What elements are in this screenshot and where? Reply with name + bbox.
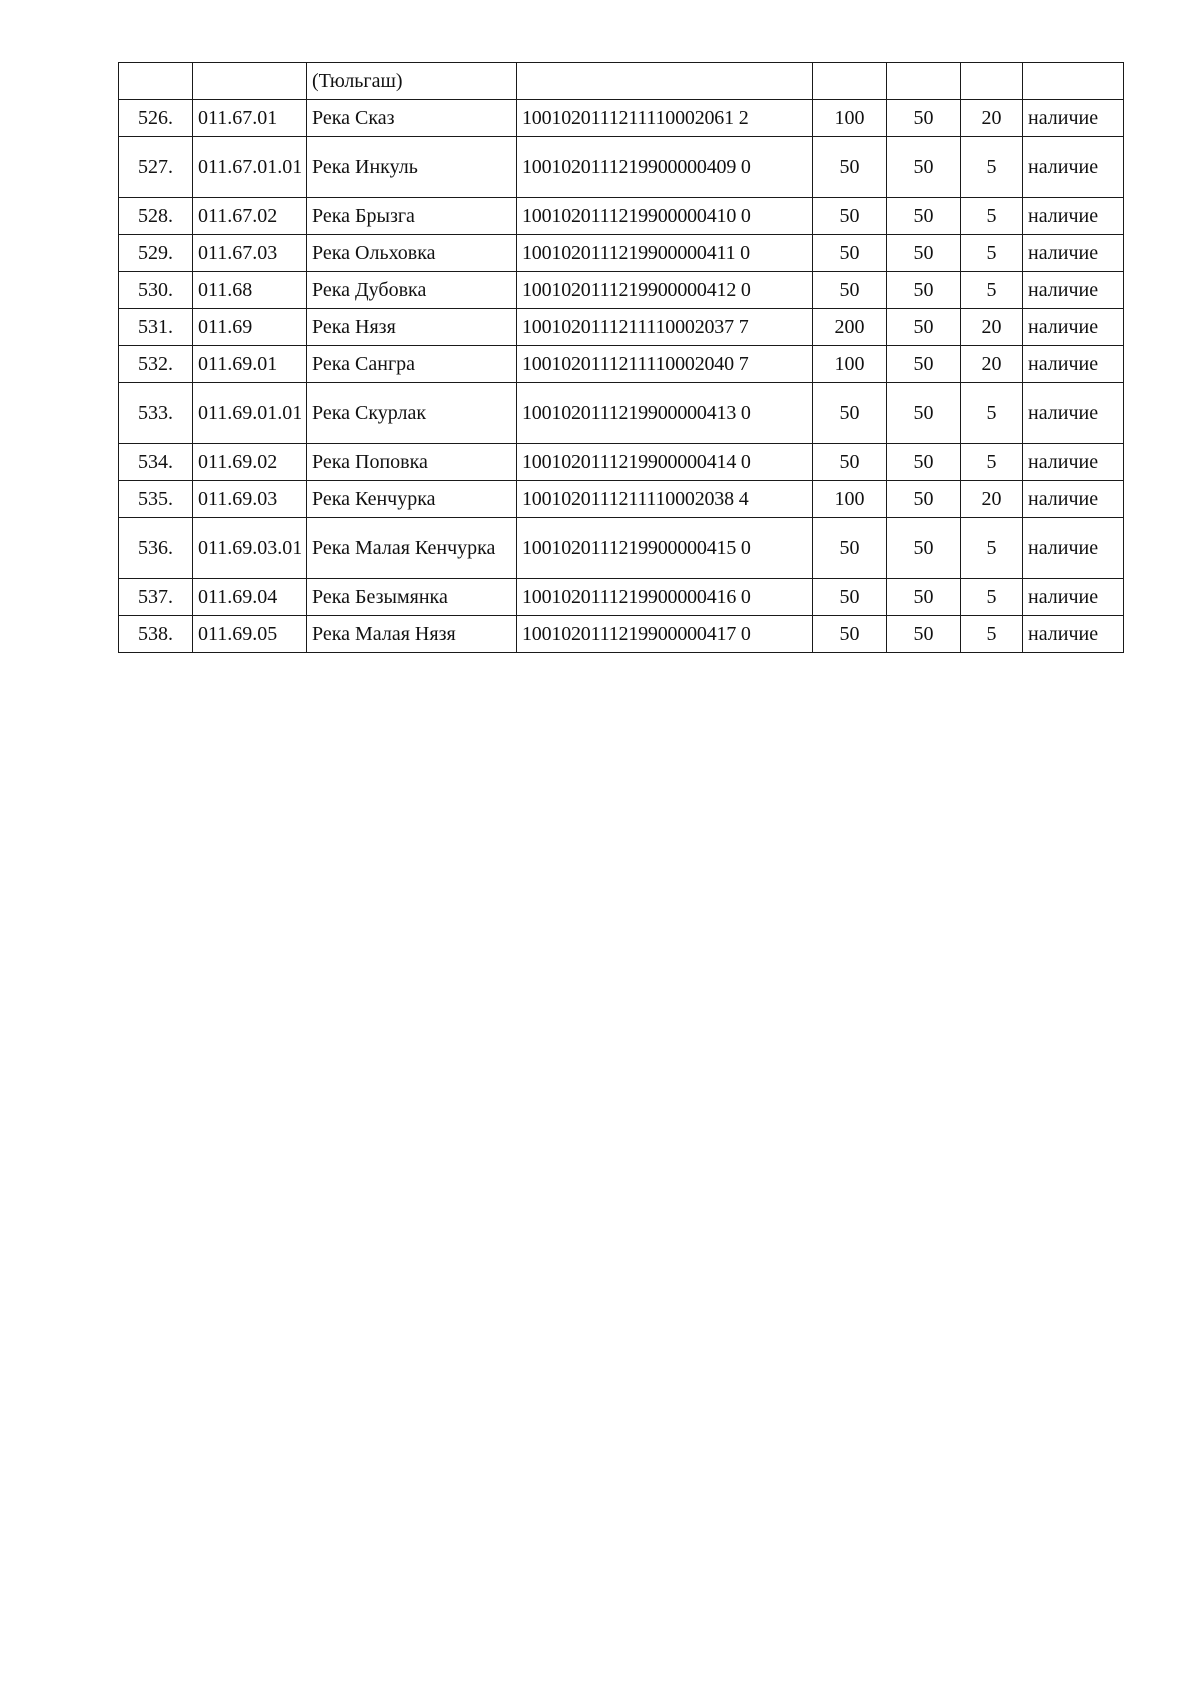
cell-value-1: 50 <box>813 137 887 198</box>
cell-value-2: 50 <box>887 309 961 346</box>
cell-status: наличие <box>1023 616 1124 653</box>
cell-value-3: 5 <box>961 444 1023 481</box>
cell-status: наличие <box>1023 309 1124 346</box>
cell-status: наличие <box>1023 137 1124 198</box>
cell-registry-id: 1001020111219900000416 0 <box>517 579 813 616</box>
cell-value-3: 5 <box>961 137 1023 198</box>
cell-value-3: 5 <box>961 235 1023 272</box>
cell-value-1: 50 <box>813 616 887 653</box>
table-row <box>119 518 1124 579</box>
cell-code: 011.69.01 <box>193 346 307 383</box>
cell-name: Река Безымянка <box>307 579 517 616</box>
table-row <box>119 198 1124 235</box>
cell-value-2: 50 <box>887 198 961 235</box>
cell-value-3: 5 <box>961 383 1023 444</box>
cell-code: 011.69.04 <box>193 579 307 616</box>
cell-value-2: 50 <box>887 383 961 444</box>
table-body <box>119 63 1124 653</box>
cell-number: 538. <box>119 616 193 653</box>
cell-number: 536. <box>119 518 193 579</box>
cell-name: Река Инкуль <box>307 137 517 198</box>
cell-name: Река Дубовка <box>307 272 517 309</box>
cell-code: 011.69 <box>193 309 307 346</box>
cell-number: 529. <box>119 235 193 272</box>
table-row <box>119 100 1124 137</box>
cell-value-2: 50 <box>887 100 961 137</box>
cell-registry-id: 1001020111219900000410 0 <box>517 198 813 235</box>
cell-status: наличие <box>1023 383 1124 444</box>
cell-name: Река Нязя <box>307 309 517 346</box>
cell-value-2: 50 <box>887 346 961 383</box>
cell-code: 011.67.02 <box>193 198 307 235</box>
cell-code: 011.68 <box>193 272 307 309</box>
cell-registry-id: 1001020111211110002037 7 <box>517 309 813 346</box>
cell-status <box>1023 63 1124 100</box>
cell-value-1: 50 <box>813 579 887 616</box>
cell-code: 011.69.05 <box>193 616 307 653</box>
cell-number: 527. <box>119 137 193 198</box>
table-row <box>119 579 1124 616</box>
cell-code: 011.67.03 <box>193 235 307 272</box>
cell-number: 530. <box>119 272 193 309</box>
cell-value-2: 50 <box>887 235 961 272</box>
cell-number: 533. <box>119 383 193 444</box>
cell-registry-id: 1001020111211110002061 2 <box>517 100 813 137</box>
cell-number: 532. <box>119 346 193 383</box>
cell-value-1: 50 <box>813 518 887 579</box>
cell-code: 011.67.01.01 <box>193 137 307 198</box>
cell-value-2: 50 <box>887 444 961 481</box>
table-row <box>119 444 1124 481</box>
cell-value-1: 50 <box>813 272 887 309</box>
cell-registry-id: 1001020111219900000412 0 <box>517 272 813 309</box>
table-row <box>119 481 1124 518</box>
cell-code <box>193 63 307 100</box>
cell-code: 011.69.01.01 <box>193 383 307 444</box>
cell-name: Река Ольховка <box>307 235 517 272</box>
cell-value-1: 50 <box>813 383 887 444</box>
cell-value-3: 5 <box>961 198 1023 235</box>
cell-name: Река Скурлак <box>307 383 517 444</box>
table-row-continuation <box>119 63 1124 100</box>
cell-registry-id: 1001020111219900000411 0 <box>517 235 813 272</box>
cell-name: Река Брызга <box>307 198 517 235</box>
river-registry-table <box>118 62 1124 653</box>
cell-code: 011.69.03.01 <box>193 518 307 579</box>
cell-name: Река Кенчурка <box>307 481 517 518</box>
table-row <box>119 272 1124 309</box>
cell-status: наличие <box>1023 235 1124 272</box>
cell-value-2: 50 <box>887 481 961 518</box>
table-row <box>119 346 1124 383</box>
table-row <box>119 235 1124 272</box>
cell-code: 011.67.01 <box>193 100 307 137</box>
cell-number: 534. <box>119 444 193 481</box>
table-row <box>119 309 1124 346</box>
table-row <box>119 137 1124 198</box>
cell-name: Река Малая Кенчурка <box>307 518 517 579</box>
cell-status: наличие <box>1023 272 1124 309</box>
cell-status: наличие <box>1023 444 1124 481</box>
cell-number: 528. <box>119 198 193 235</box>
cell-value-2: 50 <box>887 272 961 309</box>
cell-number: 535. <box>119 481 193 518</box>
cell-value-1: 100 <box>813 346 887 383</box>
cell-value-3: 5 <box>961 579 1023 616</box>
cell-status: наличие <box>1023 198 1124 235</box>
cell-status: наличие <box>1023 346 1124 383</box>
cell-value-3 <box>961 63 1023 100</box>
cell-status: наличие <box>1023 579 1124 616</box>
cell-status: наличие <box>1023 481 1124 518</box>
cell-registry-id: 1001020111219900000417 0 <box>517 616 813 653</box>
cell-value-3: 20 <box>961 346 1023 383</box>
cell-value-3: 20 <box>961 309 1023 346</box>
cell-registry-id: 1001020111219900000414 0 <box>517 444 813 481</box>
cell-value-2 <box>887 63 961 100</box>
table-row <box>119 616 1124 653</box>
cell-status: наличие <box>1023 518 1124 579</box>
cell-name: (Тюльгаш) <box>307 63 517 100</box>
cell-registry-id <box>517 63 813 100</box>
cell-code: 011.69.02 <box>193 444 307 481</box>
cell-value-1: 50 <box>813 444 887 481</box>
cell-value-3: 20 <box>961 100 1023 137</box>
cell-name: Река Сказ <box>307 100 517 137</box>
cell-value-1: 50 <box>813 198 887 235</box>
cell-value-3: 5 <box>961 518 1023 579</box>
cell-name: Река Малая Нязя <box>307 616 517 653</box>
cell-number: 526. <box>119 100 193 137</box>
cell-registry-id: 1001020111219900000409 0 <box>517 137 813 198</box>
cell-value-1: 200 <box>813 309 887 346</box>
cell-name: Река Поповка <box>307 444 517 481</box>
cell-value-1: 50 <box>813 235 887 272</box>
table-row <box>119 383 1124 444</box>
cell-value-3: 5 <box>961 616 1023 653</box>
cell-value-2: 50 <box>887 518 961 579</box>
cell-registry-id: 1001020111219900000413 0 <box>517 383 813 444</box>
cell-status: наличие <box>1023 100 1124 137</box>
cell-number: 531. <box>119 309 193 346</box>
cell-value-2: 50 <box>887 579 961 616</box>
cell-value-3: 20 <box>961 481 1023 518</box>
cell-value-2: 50 <box>887 137 961 198</box>
cell-value-1: 100 <box>813 481 887 518</box>
cell-value-2: 50 <box>887 616 961 653</box>
cell-value-1 <box>813 63 887 100</box>
cell-registry-id: 1001020111211110002040 7 <box>517 346 813 383</box>
cell-registry-id: 1001020111211110002038 4 <box>517 481 813 518</box>
cell-registry-id: 1001020111219900000415 0 <box>517 518 813 579</box>
cell-number <box>119 63 193 100</box>
cell-code: 011.69.03 <box>193 481 307 518</box>
cell-value-3: 5 <box>961 272 1023 309</box>
cell-number: 537. <box>119 579 193 616</box>
cell-value-1: 100 <box>813 100 887 137</box>
cell-name: Река Сангра <box>307 346 517 383</box>
